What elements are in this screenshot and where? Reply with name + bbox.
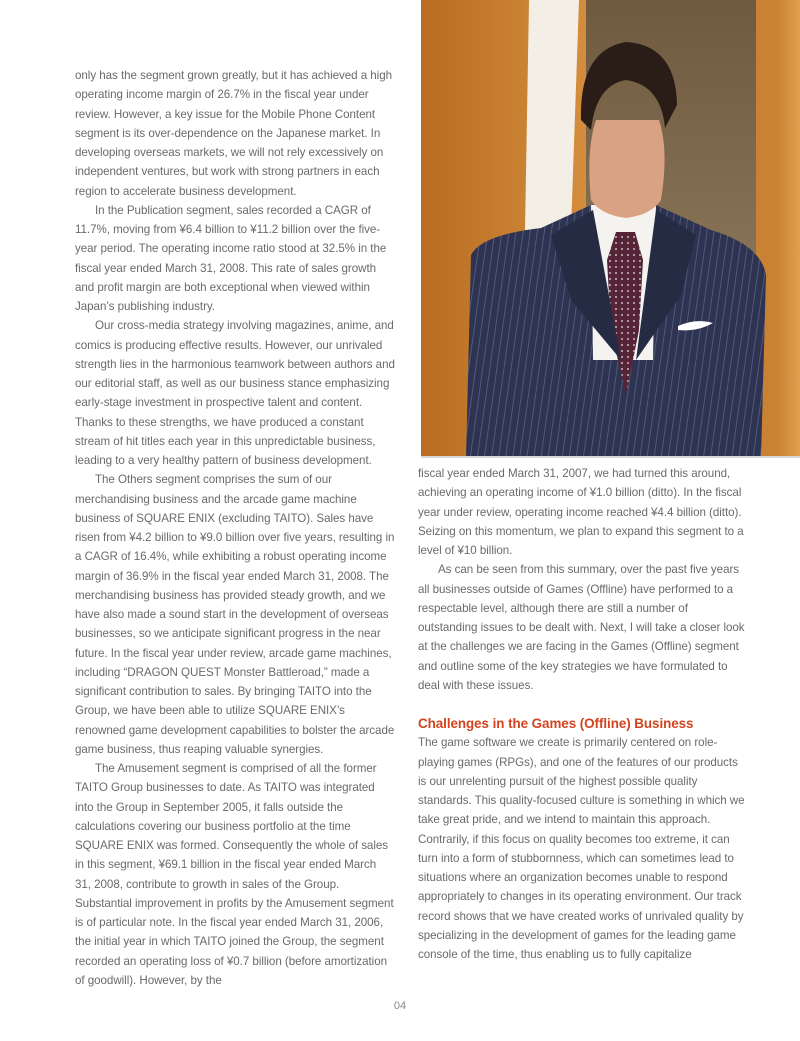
paragraph-cross-media-strategy: Our cross-media strategy involving magazines, anime, and comics is producing effective results. However, our unrivaled strength lies in the harmonious teamwork between authors and our editorial staff, as well as our business stance emphasizing early-stage investment in prospective talent and content. Thanks to these strengths, we have produced a constant stream of hit titles each year in this unpredictable business, leading to a very healthy pattern of business development. [75, 319, 395, 467]
executive-portrait-photo [421, 0, 800, 458]
paragraph-publication-segment: In the Publication segment, sales recorded a CAGR of 11.7%, moving from ¥6.4 billion to ¥11.2 billion over the five-year period. The operating income ratio stood at 32.5% in the fiscal year ended March 31, 2008. This rate of sales growth and profit margin are both exceptional when viewed within Japan’s publishing industry. [75, 203, 387, 313]
paragraph-others-segment: The Others segment comprises the sum of our merchandising business and the arcade game machine business of SQUARE ENIX (excluding TAITO). Sales have risen from ¥4.2 billion to ¥9.0 billion over five years, resulting in a CAGR of 16.4%, while exhibiting a robust operating income margin of 36.9% in the fiscal year ended March 31, 2008. The merchandising business has provided steady growth, and we have also made a sound start in the development of overseas businesses, so we anticipate significant progress in the near future. In the fiscal year under review, arcade game machines, including “DRAGON QUEST Monster Battleroad,” made a significant contribution to sales. By bringing TAITO into the Group, we have been able to utilize SQUARE ENIX’s renowned game development capabilities to bolster the arcade game business, thus reaping valuable synergies. [75, 473, 395, 756]
left-text-column [75, 66, 395, 990]
right-text-column [418, 464, 748, 964]
paragraph-summary: As can be seen from this summary, over the past five years all businesses outside of Games (Offline) have performed to a respectable level, although there are still a number of outstanding issues to be dealt with. Next, I will take a closer look at the challenges we are facing in the Games (Offline) segment and outline some of the key strategies we have formulated to deal with these issues. [418, 563, 745, 692]
portrait-illustration [421, 0, 800, 458]
paragraph-game-software-quality: The game software we create is primarily centered on role-playing games (RPGs), and one of the features of our products is our unrelenting pursuit of the highest possible quality standards. This quality-focused culture is something in which we take great pride, and we intend to maintain this approach. Contrarily, if this focus on quality becomes too extreme, it can turn into a form of stubbornness, which can sometimes lead to situations where an organization becomes unable to respond appropriately to changes in its operating environment. Our track record shows that we have created works of unrivaled quality by specializing in the development of games for the leading game console of the time, thus enabling us to fully capitalize [418, 736, 745, 961]
paragraph-mobile-phone-content: only has the segment grown greatly, but it has achieved a high operating income margin of 26.7% in the fiscal year under review. However, a key issue for the Mobile Phone Content segment is its over-dependence on the Japanese market. In developing overseas markets, we will not rely excessively on independent ventures, but work with strong partners in each region to accelerate business development. [75, 69, 392, 198]
paragraph-amusement-continued: fiscal year ended March 31, 2007, we had turned this around, achieving an operating income of ¥1.0 billion (ditto). In the fiscal year under review, operating income reached ¥4.4 billion (ditto). Seizing on this momentum, we plan to expand this segment to a level of ¥10 billion. [418, 467, 744, 557]
section-heading-games-offline: Challenges in the Games (Offline) Business [418, 716, 694, 732]
page-number: 04 [393, 1000, 407, 1012]
paragraph-amusement-segment: The Amusement segment is comprised of all the former TAITO Group businesses to date. As TAITO was integrated into the Group in September 2005, it falls outside the calculations covering our business portfolio at the time SQUARE ENIX was formed. Consequently the whole of sales in this segment, ¥69.1 billion in the fiscal year ended March 31, 2008, contribute to growth in sales of the Group. Substantial improvement in profits by the Amusement segment is of particular note. In the fiscal year ended March 31, 2006, the initial year in which TAITO joined the Group, the segment recorded an operating loss of ¥0.7 billion (before amortization of goodwill). However, by the [75, 762, 394, 987]
